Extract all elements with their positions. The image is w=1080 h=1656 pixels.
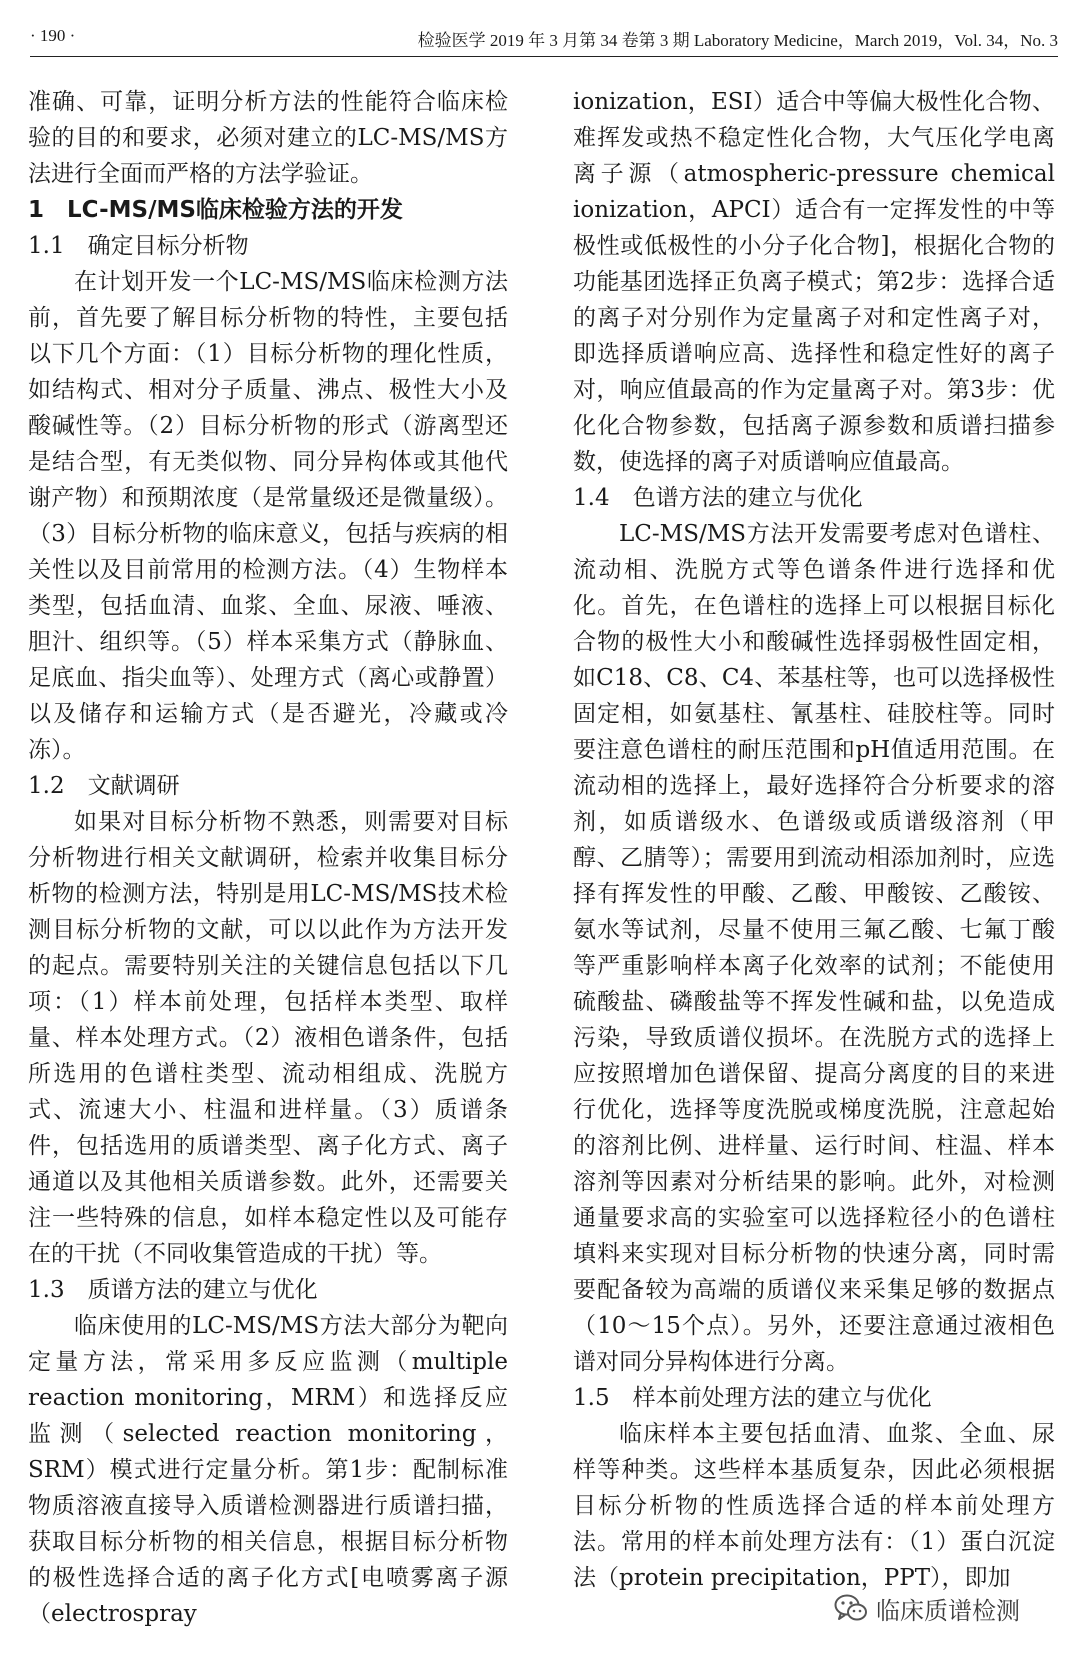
page-header xyxy=(30,14,1058,57)
paragraph: 在计划开发一个LC-MS/MS临床检测方法前，首先要了解目标分析物的特性，主要包括以下几个方面：（1）目标分析物的理化性质，如结构式、相对分子质量、沸点、极性大小及酸碱性等。（2）目标分析物的形式（游离型还是结合型，有无类似物、同分异构体或其他代谢产物）和预期浓度（是常量级还是微量级）。（3）目标分析物的临床意义，包括与疾病的相关性以及目前常用的检测方法。（4）生物样本类型，包括血清、血浆、全血、尿液、唾液、胆汁、组织等。（5）样本采集方式（静脉血、足底血、指尖血等）、处理方式（离心或静置）以及储存和运输方式（是否避光，冷藏或冷冻）。 xyxy=(28,269,508,763)
paragraph: LC-MS/MS方法开发需要考虑对色谱柱、流动相、洗脱方式等色谱条件进行选择和优化。首先，在色谱柱的选择上可以根据目标化合物的极性大小和酸碱性选择弱极性固定相，如C18、C8、C4、苯基柱等，也可以选择极性固定相，如氨基柱、氰基柱、硅胶柱等。同时要注意色谱柱的耐压范围和pH值适用范围。在流动相的选择上，最好选择符合分析要求的溶剂，如质谱级水、色谱级或质谱级溶剂（甲醇、乙腈等）；需要用到流动相添加剂时，应选择有挥发性的甲酸、乙酸、甲酸铵、乙酸铵、氨水等试剂，尽量不使用三氟乙酸、七氟丁酸等严重影响样本离子化效率的试剂；不能使用硫酸盐、磷酸盐等不挥发性碱和盐，以免造成污染，导致质谱仪损坏。在洗脱方式的选择上应按照增加色谱保留、提高分离度的目的来进行优化，选择等度洗脱或梯度洗脱，注意起始的溶剂比例、进样量、运行时间、柱温、样本溶剂等因素对分析结果的影响。此外，对检测通量要求高的实验室可以选择粒径小的色谱柱填料来实现对目标分析物的快速分离，同时需要配备较为高端的质谱仪来采集足够的数据点（10～15个点）。另外，还要注意通过液相色谱对同分异构体进行分离。 xyxy=(573,521,1055,1375)
paragraph: 临床样本主要包括血清、血浆、全血、尿样等种类。这些样本基质复杂，因此必须根据目标分析物的性质选择合适的样本前处理方法。常用的样本前处理方法有：（1）蛋白沉淀法（protein precipitation，PPT），即加 xyxy=(573,1421,1055,1591)
running-head: 检验医学 2019 年 3 月第 34 卷第 3 期 Laboratory Medicine，March 2019，Vol. 34，No. 3 xyxy=(417,31,1058,50)
subsection-heading: 1.4 色谱方法的建立与优化 xyxy=(573,485,863,511)
section-heading: 1 LC-MS/MS临床检验方法的开发 xyxy=(28,197,403,223)
watermark-text: 临床质谱检测 xyxy=(876,1596,1020,1625)
right-column xyxy=(573,84,1055,1596)
subsection-heading: 1.5 样本前处理方法的建立与优化 xyxy=(573,1385,932,1411)
subsection-heading: 1.3 质谱方法的建立与优化 xyxy=(28,1277,318,1303)
paragraph: 如果对目标分析物不熟悉，则需要对目标分析物进行相关文献调研，检索并收集目标分析物的检测方法，特别是用LC-MS/MS技术检测目标分析物的文献，可以以此作为方法开发的起点。需要特别关注的关键信息包括以下几项：（1）样本前处理，包括样本类型、取样量、样本处理方式。（2）液相色谱条件，包括所选用的色谱柱类型、流动相组成、洗脱方式、流速大小、柱温和进样量。（3）质谱条件，包括选用的质谱类型、离子化方式、离子通道以及其他相关质谱参数。此外，还需要关注一些特殊的信息，如样本稳定性以及可能存在的干扰（不同收集管造成的干扰）等。 xyxy=(28,809,508,1267)
page-number: · 190 · xyxy=(30,26,76,45)
left-column xyxy=(28,84,508,1632)
paragraph: 临床使用的LC-MS/MS方法大部分为靶向定量方法，常采用多反应监测（multiple reaction monitoring，MRM）和选择反应监测（selected reaction monitoring，SRM）模式进行定量分析。第1步：配制标准物质溶液直接导入质谱检测器进行质谱扫描，获取目标分析物的相关信息，根据目标分析物的极性选择合适的离子化方式[电喷雾离子源（electrospray xyxy=(28,1313,508,1627)
subsection-heading: 1.2 文献调研 xyxy=(28,773,180,799)
wechat-icon xyxy=(834,1593,868,1623)
subsection-heading: 1.1 确定目标分析物 xyxy=(28,233,249,259)
wechat-watermark xyxy=(834,1588,1020,1628)
paragraph: 准确、可靠，证明分析方法的性能符合临床检验的目的和要求，必须对建立的LC-MS/MS方法进行全面而严格的方法学验证。 xyxy=(28,89,508,187)
paragraph: ionization，ESI）适合中等偏大极性化合物、难挥发或热不稳定性化合物，大气压化学电离离子源（atmospheric-pressure chemical ionization，APCI）适合有一定挥发性的中等极性或低极性的小分子化合物]，根据化合物的功能基团选择正负离子模式；第2步：选择合适的离子对分别作为定量离子对和定性离子对，即选择质谱响应高、选择性和稳定性好的离子对，响应值最高的作为定量离子对。第3步：优化化合物参数，包括离子源参数和质谱扫描参数，使选择的离子对质谱响应值最高。 xyxy=(573,89,1055,475)
